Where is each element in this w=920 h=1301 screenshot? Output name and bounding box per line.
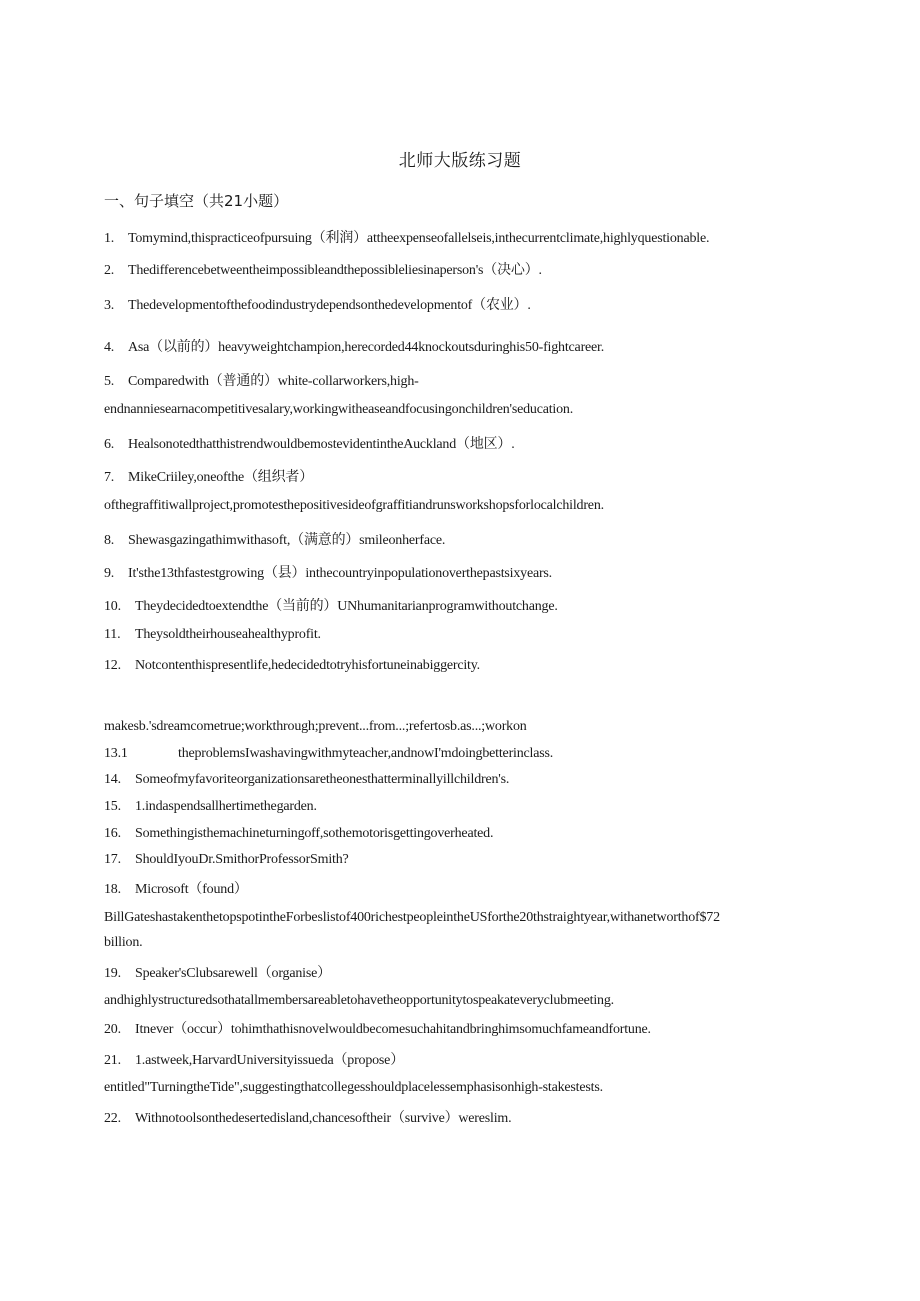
question-number: 21. bbox=[104, 1053, 121, 1068]
question-number: 22. bbox=[104, 1111, 121, 1126]
question-text: MikeCriiley,oneofthe（组织者） bbox=[128, 470, 314, 485]
question-text: Tomymind,thispracticeofpursuing（利润）attheexpenseofallelseis,inthecurrentclimate,highlyquestionable. bbox=[128, 231, 710, 246]
question-12 bbox=[104, 658, 480, 674]
question-5-continuation: endnanniesearnacompetitivesalary,workingwitheaseandfocusingonchildren'seducation. bbox=[104, 402, 574, 417]
question-22 bbox=[104, 1107, 511, 1127]
question-number: 13.1 bbox=[104, 746, 128, 761]
question-number: 15. bbox=[104, 799, 121, 814]
question-10 bbox=[104, 595, 558, 615]
question-text: ShouldIyouDr.SmithorProfessorSmith? bbox=[135, 852, 349, 867]
question-18 bbox=[104, 878, 248, 898]
question-text: Notcontenthispresentlife,hedecidedtotryhisfortuneinabiggercity. bbox=[135, 658, 480, 673]
question-text: Asa（以前的）heavyweightchampion,herecorded44knockoutsduringhis50-fightcareer. bbox=[128, 340, 605, 355]
question-text: It'sthe13thfastestgrowing（县）inthecountryinpopulationoverthepastsixyears. bbox=[128, 566, 552, 581]
question-number: 10. bbox=[104, 599, 121, 614]
question-text: Shewasgazingathimwithasoft,（满意的）smileonherface. bbox=[128, 533, 446, 548]
question-text: Thedevelopmentofthefoodindustrydependsonthedevelopmentof（农业）. bbox=[128, 298, 531, 313]
question-text: Someofmyfavoriteorganizationsaretheonesthatterminallyillchildren's. bbox=[135, 772, 510, 787]
question-text: Theysoldtheirhouseahealthyprofit. bbox=[135, 627, 321, 642]
question-21 bbox=[104, 1049, 404, 1069]
question-number: 8. bbox=[104, 533, 115, 548]
question-18-continuation: BillGateshastakenthetopspotintheForbeslistof400richestpeopleintheUSforthe20thstraightyear,withanetworthof$72 bbox=[104, 910, 720, 925]
question-11 bbox=[104, 627, 321, 643]
question-text: Comparedwith（普通的）white-collarworkers,high- bbox=[128, 374, 419, 389]
page-title: 北师大版练习题 bbox=[398, 151, 522, 171]
question-number: 7. bbox=[104, 470, 115, 485]
question-number: 12. bbox=[104, 658, 121, 673]
question-18-continuation-2: billion. bbox=[104, 935, 143, 950]
question-14 bbox=[104, 772, 509, 788]
question-text: 1.astweek,HarvardUniversityissueda（propose） bbox=[135, 1053, 404, 1068]
question-text: Somethingisthemachineturningoff,sothemotorisgettingoverheated. bbox=[135, 826, 494, 841]
question-number: 6. bbox=[104, 437, 115, 452]
question-5 bbox=[104, 370, 419, 390]
question-number: 9. bbox=[104, 566, 115, 581]
question-number: 16. bbox=[104, 826, 121, 841]
question-2 bbox=[104, 259, 542, 279]
question-number: 20. bbox=[104, 1022, 121, 1037]
question-number: 3. bbox=[104, 298, 115, 313]
question-number: 14. bbox=[104, 772, 121, 787]
question-number: 2. bbox=[104, 263, 115, 278]
question-number: 5. bbox=[104, 374, 115, 389]
question-number: 1. bbox=[104, 231, 115, 246]
question-text: HealsonotedthatthistrendwouldbemostevidentintheAuckland（地区）. bbox=[128, 437, 515, 452]
question-7-continuation: ofthegraffitiwallproject,promotesthepositivesideofgraffitiandrunsworkshopsforlocalchildren. bbox=[104, 498, 604, 513]
question-16 bbox=[104, 826, 493, 842]
question-text: 1.indaspendsallhertimethegarden. bbox=[135, 799, 317, 814]
question-9 bbox=[104, 562, 552, 582]
question-8 bbox=[104, 529, 445, 549]
question-19 bbox=[104, 962, 331, 982]
question-17 bbox=[104, 852, 349, 868]
question-6 bbox=[104, 433, 515, 453]
question-text: Withnotoolsonthedesertedisland,chancesoftheir（survive）wereslim. bbox=[135, 1111, 512, 1126]
question-text: Thedifferencebetweentheimpossibleandthepossibleliesinaperson's（决心）. bbox=[128, 263, 542, 278]
question-number: 17. bbox=[104, 852, 121, 867]
question-text: Theydecidedtoextendthe（当前的）UNhumanitarianprogramwithoutchange. bbox=[135, 599, 558, 614]
question-13 bbox=[104, 746, 553, 762]
question-number: 18. bbox=[104, 882, 121, 897]
question-number: 19. bbox=[104, 966, 121, 981]
question-3 bbox=[104, 294, 531, 314]
question-text: Speaker'sClubsarewell（organise） bbox=[135, 966, 331, 981]
question-1 bbox=[104, 227, 709, 247]
section-heading: 一、句子填空（共21小题） bbox=[104, 192, 289, 210]
question-text: Itnever（occur）tohimthathisnovelwouldbecomesuchahitandbringhimsomuchfameandfortune. bbox=[135, 1022, 651, 1037]
question-15 bbox=[104, 799, 317, 815]
question-21-continuation: entitled"TurningtheTide",suggestingthatcollegesshouldplacelessemphasisonhigh-stakestests. bbox=[104, 1080, 603, 1095]
question-number: 4. bbox=[104, 340, 115, 355]
question-7 bbox=[104, 466, 313, 486]
question-20 bbox=[104, 1018, 651, 1038]
question-text: Microsoft（found） bbox=[135, 882, 248, 897]
question-19-continuation: andhighlystructuredsothatallmembersareabletohavetheopportunitytospeakateveryclubmeeting. bbox=[104, 993, 614, 1008]
question-text: theproblemsIwashavingwithmyteacher,andnowI'mdoingbetterinclass. bbox=[178, 746, 554, 761]
question-number: 11. bbox=[104, 627, 121, 642]
question-4 bbox=[104, 336, 604, 356]
phrase-bank: makesb.'sdreamcometrue;workthrough;prevent...from...;refertosb.as...;workon bbox=[104, 719, 527, 734]
